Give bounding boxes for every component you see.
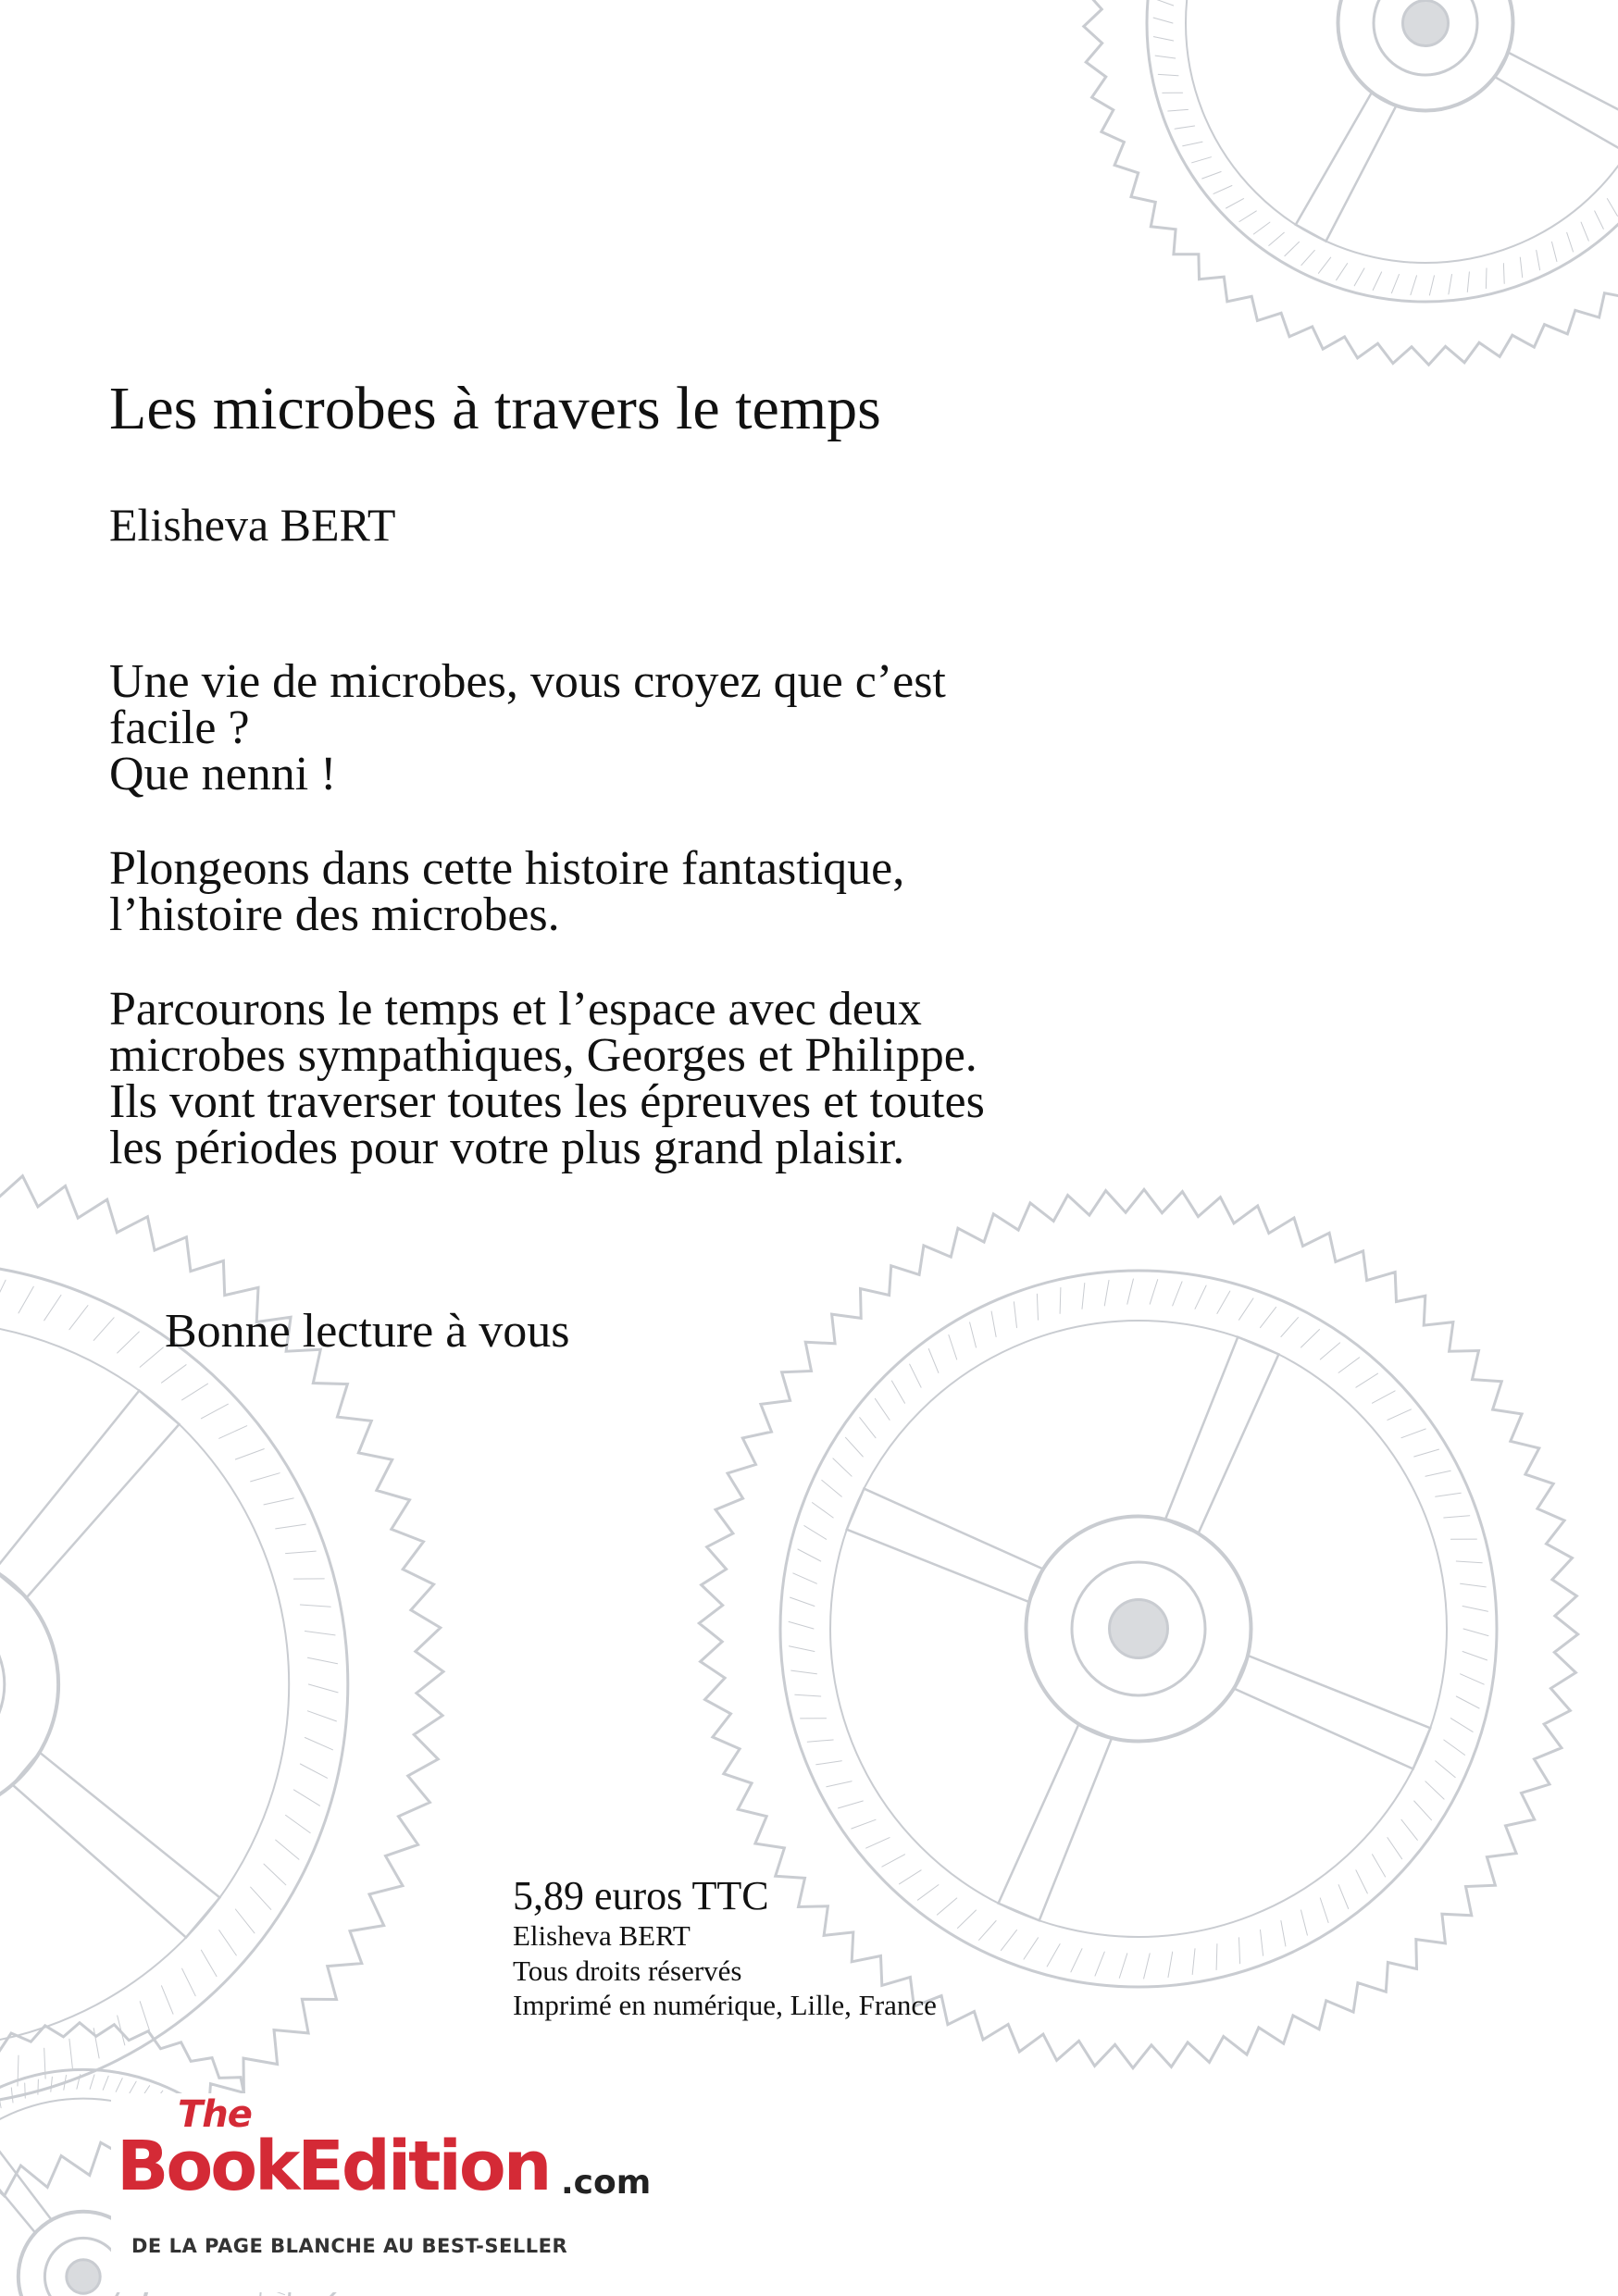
logo-tld: .com	[561, 2164, 652, 2202]
logo-tagline: DE LA PAGE BLANCHE AU BEST-SELLER	[131, 2235, 568, 2257]
logo-the: The	[178, 2093, 252, 2136]
closing-line: Bonne lecture à vous	[165, 1305, 570, 1358]
rights-notice: Tous droits réservés	[513, 1954, 742, 1987]
blurb-line: microbes sympathiques, Georges et Philippe.	[109, 1029, 977, 1082]
blurb-line: facile ?	[109, 701, 250, 754]
blurb-line: Parcourons le temps et l’espace avec deux	[109, 983, 922, 1036]
logo-brand: BookEdition	[117, 2127, 550, 2206]
colophon-author: Elisheva BERT	[513, 1919, 691, 1953]
blurb-paragraph	[109, 655, 1313, 800]
blurb-paragraph	[109, 842, 1313, 941]
blurb-line: Ils vont traverser toutes les épreuves et toutes	[109, 1075, 985, 1128]
price: 5,89 euros TTC	[513, 1873, 769, 1918]
blurb-line: Que nenni !	[109, 748, 337, 800]
blurb-line: l’histoire des microbes.	[109, 888, 560, 941]
book-title: Les microbes à travers le temps	[109, 375, 881, 442]
blurb	[109, 655, 1313, 1220]
blurb-paragraph	[109, 983, 1313, 1174]
print-notice: Imprimé en numérique, Lille, France	[513, 1988, 937, 2021]
publisher-logo	[111, 2093, 676, 2292]
colophon	[513, 1874, 937, 2022]
blurb-line: les périodes pour votre plus grand plaisir.	[109, 1122, 905, 1174]
blurb-line: Une vie de microbes, vous croyez que c’est	[109, 655, 946, 708]
book-author: Elisheva BERT	[109, 499, 396, 551]
blurb-line: Plongeons dans cette histoire fantastique,	[109, 842, 905, 895]
